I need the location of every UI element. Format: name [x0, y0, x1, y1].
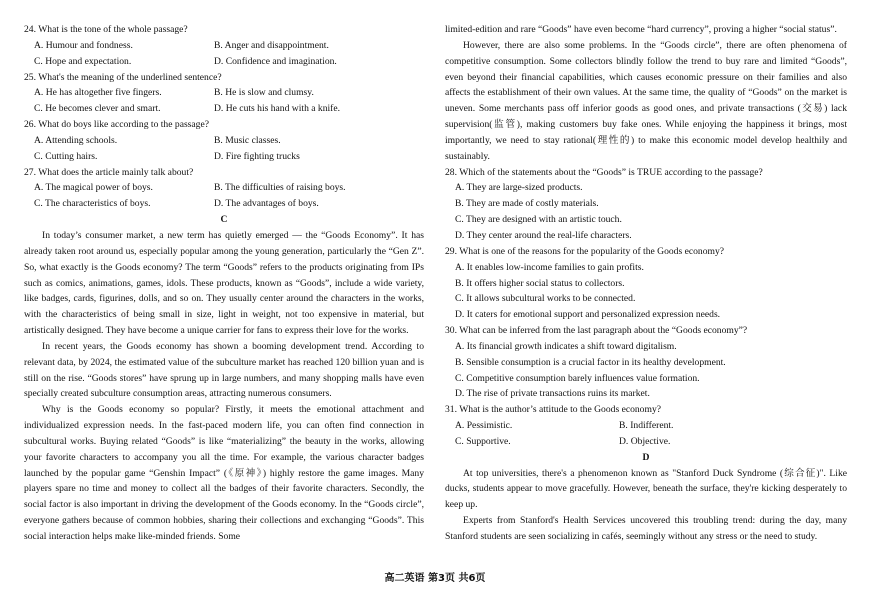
question-24-options	[24, 38, 424, 70]
option: B. They are made of costly materials.	[455, 198, 599, 210]
question-28: 28. Which of the statements about the “Goods” is TRUE according to the passage?	[445, 166, 763, 178]
option: D. The rise of private transactions ruins its market.	[455, 388, 650, 400]
right-column	[445, 22, 847, 545]
option: B. Sensible consumption is a crucial factor in its healthy development.	[455, 356, 726, 368]
option: A. Pessimistic.	[455, 420, 513, 432]
passage-paragraph: Why is the Goods economy so popular? Firstly, it meets the emotional attachment and individualized expression needs. In the fast-paced modern life, you can often find connection in subcultural works. Buying related “Goods” is like “materializing” the beauty in the works, allowing your favorite characters to accompany you all the time. For example, the various character badges launched by the popular game “Genshin Impact” (《原神》) highly restore the game images. Many players spare no time and money to collect all the badges of their favorite characters. Secondly, the social factor is also important in driving the development of the Goods economy. In the “Goods circle”, everyone gathers because of common hobbies, sharing their collections and exchanging “Goods”. This social interaction helps make like-minded friends. Some	[24, 404, 424, 542]
option: B. The difficulties of raising boys.	[214, 182, 346, 194]
question-29: 29. What is one of the reasons for the popularity of the Goods economy?	[445, 245, 725, 257]
option: A. They are large-sized products.	[455, 182, 583, 194]
left-column	[24, 22, 424, 545]
question-31: 31. What is the author’s attitude to the Goods economy?	[445, 404, 661, 416]
option: B. He is slow and clumsy.	[214, 87, 314, 99]
option: C. It allows subcultural works to be connected.	[455, 293, 636, 305]
question-27: 27. What does the article mainly talk about?	[24, 166, 194, 178]
option: A. Attending schools.	[34, 134, 118, 146]
option: B. Music classes.	[214, 134, 281, 146]
option: C. The characteristics of boys.	[34, 198, 151, 210]
option: C. Supportive.	[455, 435, 511, 447]
option: B. Indifferent.	[619, 420, 674, 432]
option: D. It caters for emotional support and personalized expression needs.	[455, 309, 721, 321]
option: C. Hope and expectation.	[34, 55, 132, 67]
page-footer: 高二英语 第3页 共6页	[384, 573, 486, 584]
option: D. He cuts his hand with a knife.	[214, 103, 341, 115]
option: A. The magical power of boys.	[34, 182, 153, 194]
option: A. It enables low-income families to gain profits.	[455, 261, 644, 273]
passage-paragraph: In today’s consumer market, a new term has quietly emerged — the “Goods Economy”. It has already taken root around us, especially popular among the young generation, particularly the “Gen Z”. So, what exactly is the Goods economy? The term “Goods” refers to the products originating from IPs such as comics, animations, games, idols. These products, known as “Goods”, include a wide variety, like badges, cards, figurines, dolls, and so on. They usually center around the characters in the works, with the characteristics of being small in size, light in weight, not too expensive in material, but artistically designed. They have become a unique carrier for fans to express their love for the works.	[24, 229, 424, 337]
question-30: 30. What can be inferred from the last paragraph about the “Goods economy”?	[445, 325, 748, 337]
passage-paragraph: However, there are also some problems. In the “Goods circle”, there are often phenomena of competitive consumption. Some collectors blindly follow the trend to buy rare and limited “Goods”, even beyond their financial capabilities, which causes economic pressure on their families and also affects the establishment of their own values. At the same time, the quality of “Goods” on the market is uneven. Some merchants pass off inferior goods as good ones, and private transactions (交易) lack supervision(监管), making customers buy fake ones. While enjoying the happiness it brings, most importantly, we need to stay rational(理性的) to make this economic model develop healthily and sustainably.	[445, 39, 847, 162]
section-heading-c: C	[220, 214, 228, 226]
passage-paragraph: Experts from Stanford's Health Services uncovered this troubling trend: during the day, many Stanford students are seen socializing in cafés, seemingly without any stress or the need to study.	[445, 515, 847, 542]
option: A. Its financial growth indicates a shift toward digitalism.	[455, 340, 677, 352]
option: D. They center around the real-life characters.	[455, 229, 632, 241]
passage-paragraph: In recent years, the Goods economy has shown a booming development trend. According to relevant data, by 2024, the estimated value of the subculture market has reached 120 billion yuan and is still on the rise. “Goods stores” have sprung up in large numbers, and many shopping malls have even specially created subculture consumption areas, attracting numerous consumers.	[24, 340, 424, 400]
option: B. It offers higher social status to collectors.	[455, 277, 625, 289]
question-25: 25. What's the meaning of the underlined sentence?	[24, 71, 222, 83]
option: C. Competitive consumption barely influences value formation.	[455, 372, 700, 384]
option: B. Anger and disappointment.	[214, 39, 329, 51]
section-heading-d: D	[642, 451, 650, 463]
option: C. Cutting hairs.	[34, 150, 98, 162]
question-26: 26. What do boys like according to the passage?	[24, 119, 209, 131]
question-24: 24. What is the tone of the whole passage?	[24, 24, 188, 35]
question-25-options	[24, 85, 424, 117]
passage-paragraph: At top universities, there's a phenomenon known as "Stanford Duck Syndrome (综合征)". Like ducks, students appear to move gracefully. However, beneath the surface, they're kicking desperately to keep up.	[445, 467, 847, 511]
passage-paragraph-continued: limited-edition and rare “Goods” have even become “hard currency”, proving a higher “social status”.	[445, 24, 837, 35]
question-31-options	[445, 418, 847, 450]
option: D. Objective.	[619, 435, 671, 447]
question-26-options	[24, 133, 424, 165]
option: A. He has altogether five fingers.	[34, 87, 162, 99]
option: D. Confidence and imagination.	[214, 55, 337, 67]
option: A. Humour and fondness.	[34, 39, 133, 51]
question-27-options	[24, 180, 424, 212]
option: D. The advantages of boys.	[214, 198, 319, 210]
option: D. Fire fighting trucks	[214, 150, 300, 162]
option: C. He becomes clever and smart.	[34, 103, 161, 115]
option: C. They are designed with an artistic touch.	[455, 214, 622, 226]
